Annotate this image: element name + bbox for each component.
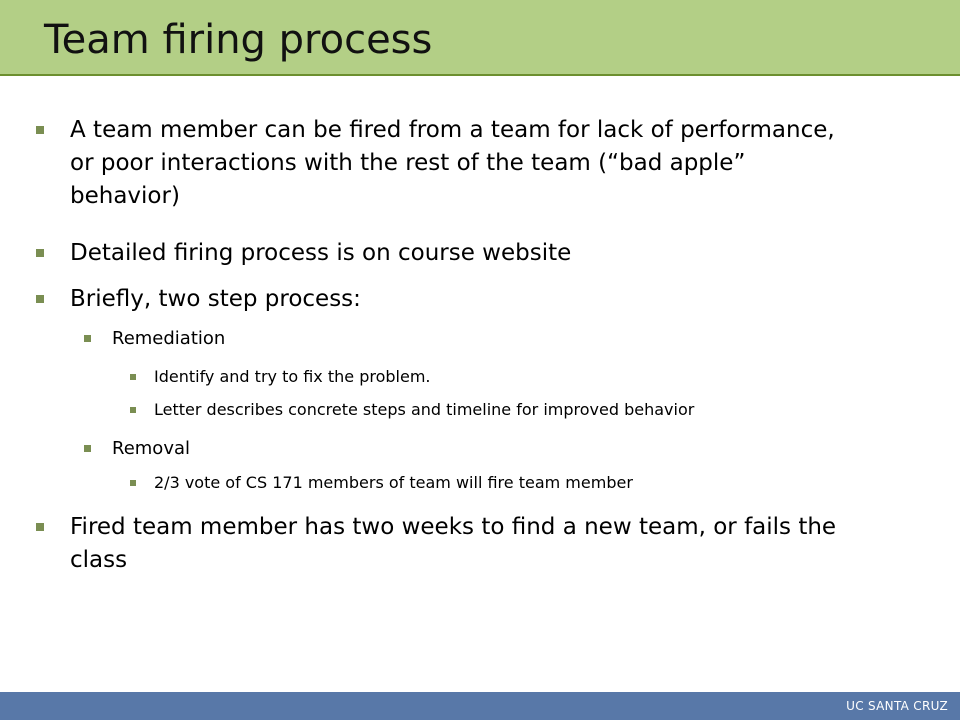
detail-bullet-vote (154, 472, 854, 494)
slide-title: Team firing process (44, 17, 433, 63)
square-bullet-icon (84, 445, 91, 452)
sub-bullet-remediation (112, 326, 812, 352)
bullet-item-fired-member (70, 511, 860, 577)
sub-bullet-text: Remediation (112, 328, 226, 349)
sub-bullet-text: Removal (112, 438, 191, 459)
square-bullet-icon (130, 374, 136, 380)
square-bullet-icon (36, 249, 44, 257)
detail-bullet-text: 2/3 vote of CS 171 members of team will fire team member (154, 473, 633, 492)
square-bullet-icon (36, 523, 44, 531)
bullet-item-fired-reasons (70, 114, 860, 213)
bullet-item-process-website (70, 237, 860, 270)
detail-bullet-text: Letter describes concrete steps and timeline for improved behavior (154, 400, 695, 419)
square-bullet-icon (36, 295, 44, 303)
footer-institution-label: UC SANTA CRUZ (846, 699, 948, 713)
bullet-text: Detailed firing process is on course website (70, 240, 572, 266)
bullet-text: A team member can be fired from a team for lack of performance, or poor interactions with the rest of the team (“bad apple” behavior) (70, 117, 835, 209)
bullet-item-two-step (70, 283, 860, 316)
detail-bullet-identify (154, 366, 854, 388)
square-bullet-icon (36, 126, 44, 134)
square-bullet-icon (130, 480, 136, 486)
footer-bar (0, 692, 960, 720)
bullet-text: Briefly, two step process: (70, 286, 361, 312)
sub-bullet-removal (112, 436, 812, 462)
square-bullet-icon (130, 407, 136, 413)
square-bullet-icon (84, 335, 91, 342)
detail-bullet-letter (154, 399, 874, 421)
bullet-text: Fired team member has two weeks to find a new team, or fails the class (70, 514, 837, 573)
detail-bullet-text: Identify and try to fix the problem. (154, 367, 431, 386)
